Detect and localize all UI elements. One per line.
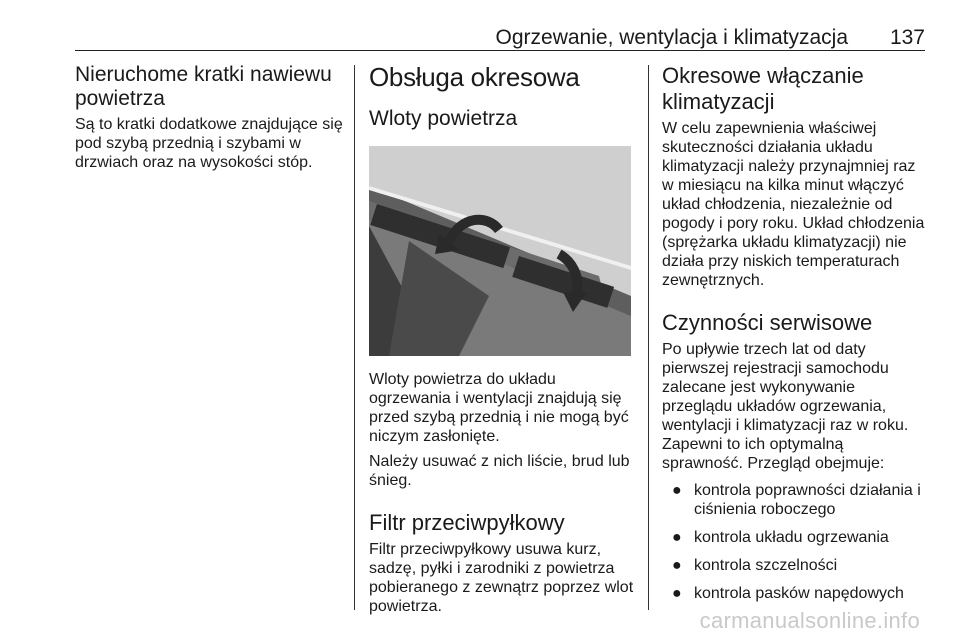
section-heading-ac-operation: Okresowe włączanie klimatyzacji [662, 63, 864, 114]
air-intake-caption: Wloty powietrza do układu ogrzewania i wentylacji znajdują się przed szybą przednią i nie mogą być niczym zasłonięte. [369, 371, 629, 445]
subheading-air-intakes: Wloty powietrza [369, 107, 518, 130]
air-intake-photo [369, 146, 631, 356]
service-text: Po upływie trzech lat od daty pierwszej rejestracji samochodu zalecane jest wykonywanie przeglądu układów ogrzewania, wentylacji i klimatyzacji raz w roku. Zapewni to ich optymalną sprawność. Przegląd obejmuje: [662, 341, 909, 472]
service-checklist [662, 481, 927, 603]
page-header [75, 26, 925, 51]
column-middle [369, 63, 634, 616]
subheading-service: Czynności serwisowe [662, 310, 873, 335]
bullet-icon: ● [672, 529, 682, 546]
page-number: 137 [889, 26, 925, 49]
column-right [662, 63, 927, 612]
list-item: ● kontrola poprawności działania i ciśnienia roboczego [672, 482, 921, 518]
list-item: ● kontrola pasków napędowych [672, 585, 904, 602]
column-divider [648, 65, 649, 610]
bullet-icon: ● [672, 557, 682, 574]
subheading-pollen-filter: Filtr przeciwpyłkowy [369, 510, 565, 535]
ac-operation-text: W celu zapewnienia właściwej skuteczności działania układu klimatyzacji należy przynajmniej raz w miesiącu na kilka minut włączyć układ chłodzenia, niezależnie od pogody i pory roku. Układ chłodzenia (sprężarka układu klimatyzacji) nie działa przy niskich temperaturach zewnętrznych. [662, 120, 925, 289]
fixed-vents-text: Są to kratki dodatkowe znajdujące się pod szybą przednią i szybami w drzwiach oraz na wysokości stóp. [75, 116, 343, 171]
watermark: carmanualsonline.info [699, 608, 920, 633]
column-left [75, 63, 343, 172]
list-item: ● kontrola układu ogrzewania [672, 529, 889, 546]
air-intake-cleaning-text: Należy usuwać z nich liście, brud lub śnieg. [369, 453, 630, 489]
chapter-title: Ogrzewanie, wentylacja i klimatyzacja [495, 26, 848, 49]
section-heading-fixed-vents: Nieruchome kratki nawiewu powietrza [75, 63, 332, 110]
bullet-icon: ● [672, 482, 682, 499]
air-intake-illustration [369, 146, 631, 356]
column-divider [354, 65, 355, 610]
list-item: ● kontrola szczelności [672, 557, 838, 574]
pollen-filter-text: Filtr przeciwpyłkowy usuwa kurz, sadzę, pyłki i zarodniki z powietrza pobieranego z zewnątrz poprzez wlot powietrza. [369, 541, 634, 615]
section-heading-maintenance: Obsługa okresowa [369, 62, 580, 92]
bullet-icon: ● [672, 585, 682, 602]
